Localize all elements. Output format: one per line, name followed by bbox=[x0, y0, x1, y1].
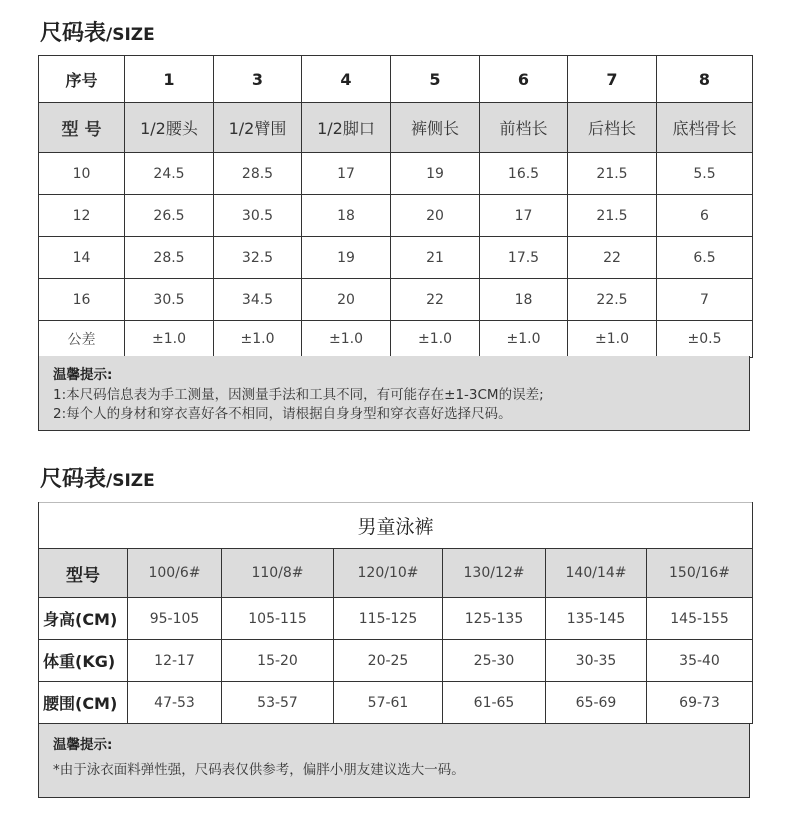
value-cell: 17 bbox=[302, 153, 391, 195]
type-row bbox=[39, 549, 753, 598]
seq-number: 1 bbox=[125, 56, 214, 103]
value-cell: 6.5 bbox=[657, 237, 753, 279]
size-header: 130/12# bbox=[443, 549, 546, 598]
value-cell: 135-145 bbox=[546, 598, 647, 640]
seq-number: 7 bbox=[568, 56, 657, 103]
value-cell: 57-61 bbox=[334, 682, 443, 724]
value-cell: 6 bbox=[657, 195, 753, 237]
heading-zh: 尺码表 bbox=[40, 21, 107, 46]
tolerance-row bbox=[39, 321, 753, 358]
table-row bbox=[39, 598, 753, 640]
seq-label: 序号 bbox=[39, 56, 125, 103]
value-cell: 20-25 bbox=[334, 640, 443, 682]
value-cell: 30.5 bbox=[214, 195, 302, 237]
tolerance-cell: ±1.0 bbox=[302, 321, 391, 358]
value-cell: 53-57 bbox=[222, 682, 334, 724]
measurement-header: 裤侧长 bbox=[391, 103, 480, 153]
value-cell: 17.5 bbox=[480, 237, 568, 279]
section1-heading bbox=[40, 16, 155, 47]
value-cell: 20 bbox=[391, 195, 480, 237]
notes-title: 温馨提示: bbox=[53, 737, 113, 753]
table-row bbox=[39, 640, 753, 682]
size-table-2 bbox=[38, 502, 753, 724]
value-cell: 21 bbox=[391, 237, 480, 279]
value-cell: 145-155 bbox=[647, 598, 753, 640]
notes-title: 温馨提示: bbox=[53, 367, 113, 383]
seq-number: 8 bbox=[657, 56, 753, 103]
size-cell: 12 bbox=[39, 195, 125, 237]
size-cell: 10 bbox=[39, 153, 125, 195]
seq-number: 6 bbox=[480, 56, 568, 103]
section2-heading bbox=[40, 462, 155, 493]
value-cell: 30.5 bbox=[125, 279, 214, 321]
value-cell: 115-125 bbox=[334, 598, 443, 640]
seq-row bbox=[39, 56, 753, 103]
value-cell: 125-135 bbox=[443, 598, 546, 640]
value-cell: 7 bbox=[657, 279, 753, 321]
row-header: 身高(CM) bbox=[39, 598, 128, 640]
value-cell: 18 bbox=[302, 195, 391, 237]
heading-en: /SIZE bbox=[106, 25, 155, 45]
value-cell: 22.5 bbox=[568, 279, 657, 321]
heading-en: /SIZE bbox=[106, 471, 155, 491]
value-cell: 61-65 bbox=[443, 682, 546, 724]
note-line: 2:每个人的身材和穿衣喜好各不相同，请根据自身身型和穿衣喜好选择尺码。 bbox=[53, 406, 512, 422]
value-cell: 47-53 bbox=[128, 682, 222, 724]
table-row bbox=[39, 195, 753, 237]
measurement-header: 底档骨长 bbox=[657, 103, 753, 153]
size-header: 150/16# bbox=[647, 549, 753, 598]
tolerance-cell: ±1.0 bbox=[214, 321, 302, 358]
notes-box-1 bbox=[38, 356, 750, 431]
value-cell: 34.5 bbox=[214, 279, 302, 321]
note-line: *由于泳衣面料弹性强，尺码表仅供参考，偏胖小朋友建议选大一码。 bbox=[53, 762, 465, 778]
value-cell: 21.5 bbox=[568, 195, 657, 237]
value-cell: 26.5 bbox=[125, 195, 214, 237]
row-header: 体重(KG) bbox=[39, 640, 128, 682]
table-row bbox=[39, 682, 753, 724]
value-cell: 15-20 bbox=[222, 640, 334, 682]
value-cell: 18 bbox=[480, 279, 568, 321]
size-header: 110/8# bbox=[222, 549, 334, 598]
table-row bbox=[39, 279, 753, 321]
value-cell: 65-69 bbox=[546, 682, 647, 724]
tolerance-cell: ±0.5 bbox=[657, 321, 753, 358]
type-row bbox=[39, 103, 753, 153]
value-cell: 105-115 bbox=[222, 598, 334, 640]
table-title-row bbox=[39, 502, 753, 549]
value-cell: 30-35 bbox=[546, 640, 647, 682]
seq-number: 3 bbox=[214, 56, 302, 103]
seq-number: 4 bbox=[302, 56, 391, 103]
table-row bbox=[39, 237, 753, 279]
measurement-header: 1/2臂围 bbox=[214, 103, 302, 153]
value-cell: 28.5 bbox=[214, 153, 302, 195]
tolerance-cell: ±1.0 bbox=[125, 321, 214, 358]
table-row bbox=[39, 153, 753, 195]
value-cell: 5.5 bbox=[657, 153, 753, 195]
value-cell: 22 bbox=[568, 237, 657, 279]
value-cell: 16.5 bbox=[480, 153, 568, 195]
type-label: 型号 bbox=[39, 549, 128, 598]
size-header: 140/14# bbox=[546, 549, 647, 598]
note-line: 1:本尺码信息表为手工测量，因测量手法和工具不同，有可能存在±1-3CM的误差; bbox=[53, 387, 544, 403]
measurement-header: 1/2腰头 bbox=[125, 103, 214, 153]
value-cell: 19 bbox=[302, 237, 391, 279]
value-cell: 12-17 bbox=[128, 640, 222, 682]
value-cell: 32.5 bbox=[214, 237, 302, 279]
measurement-header: 前档长 bbox=[480, 103, 568, 153]
value-cell: 24.5 bbox=[125, 153, 214, 195]
size-cell: 16 bbox=[39, 279, 125, 321]
tolerance-cell: ±1.0 bbox=[480, 321, 568, 358]
tolerance-cell: ±1.0 bbox=[568, 321, 657, 358]
value-cell: 69-73 bbox=[647, 682, 753, 724]
size-header: 100/6# bbox=[128, 549, 222, 598]
table-title: 男童泳裤 bbox=[39, 502, 753, 549]
value-cell: 28.5 bbox=[125, 237, 214, 279]
value-cell: 95-105 bbox=[128, 598, 222, 640]
size-cell: 14 bbox=[39, 237, 125, 279]
notes-box-2 bbox=[38, 724, 750, 798]
value-cell: 35-40 bbox=[647, 640, 753, 682]
value-cell: 21.5 bbox=[568, 153, 657, 195]
value-cell: 17 bbox=[480, 195, 568, 237]
row-header: 腰围(CM) bbox=[39, 682, 128, 724]
type-label: 型 号 bbox=[39, 103, 125, 153]
value-cell: 19 bbox=[391, 153, 480, 195]
seq-number: 5 bbox=[391, 56, 480, 103]
tolerance-label: 公差 bbox=[39, 321, 125, 358]
measurement-header: 1/2脚口 bbox=[302, 103, 391, 153]
value-cell: 25-30 bbox=[443, 640, 546, 682]
tolerance-cell: ±1.0 bbox=[391, 321, 480, 358]
size-table-1 bbox=[38, 55, 753, 358]
value-cell: 20 bbox=[302, 279, 391, 321]
value-cell: 22 bbox=[391, 279, 480, 321]
measurement-header: 后档长 bbox=[568, 103, 657, 153]
size-header: 120/10# bbox=[334, 549, 443, 598]
heading-zh: 尺码表 bbox=[40, 467, 107, 492]
